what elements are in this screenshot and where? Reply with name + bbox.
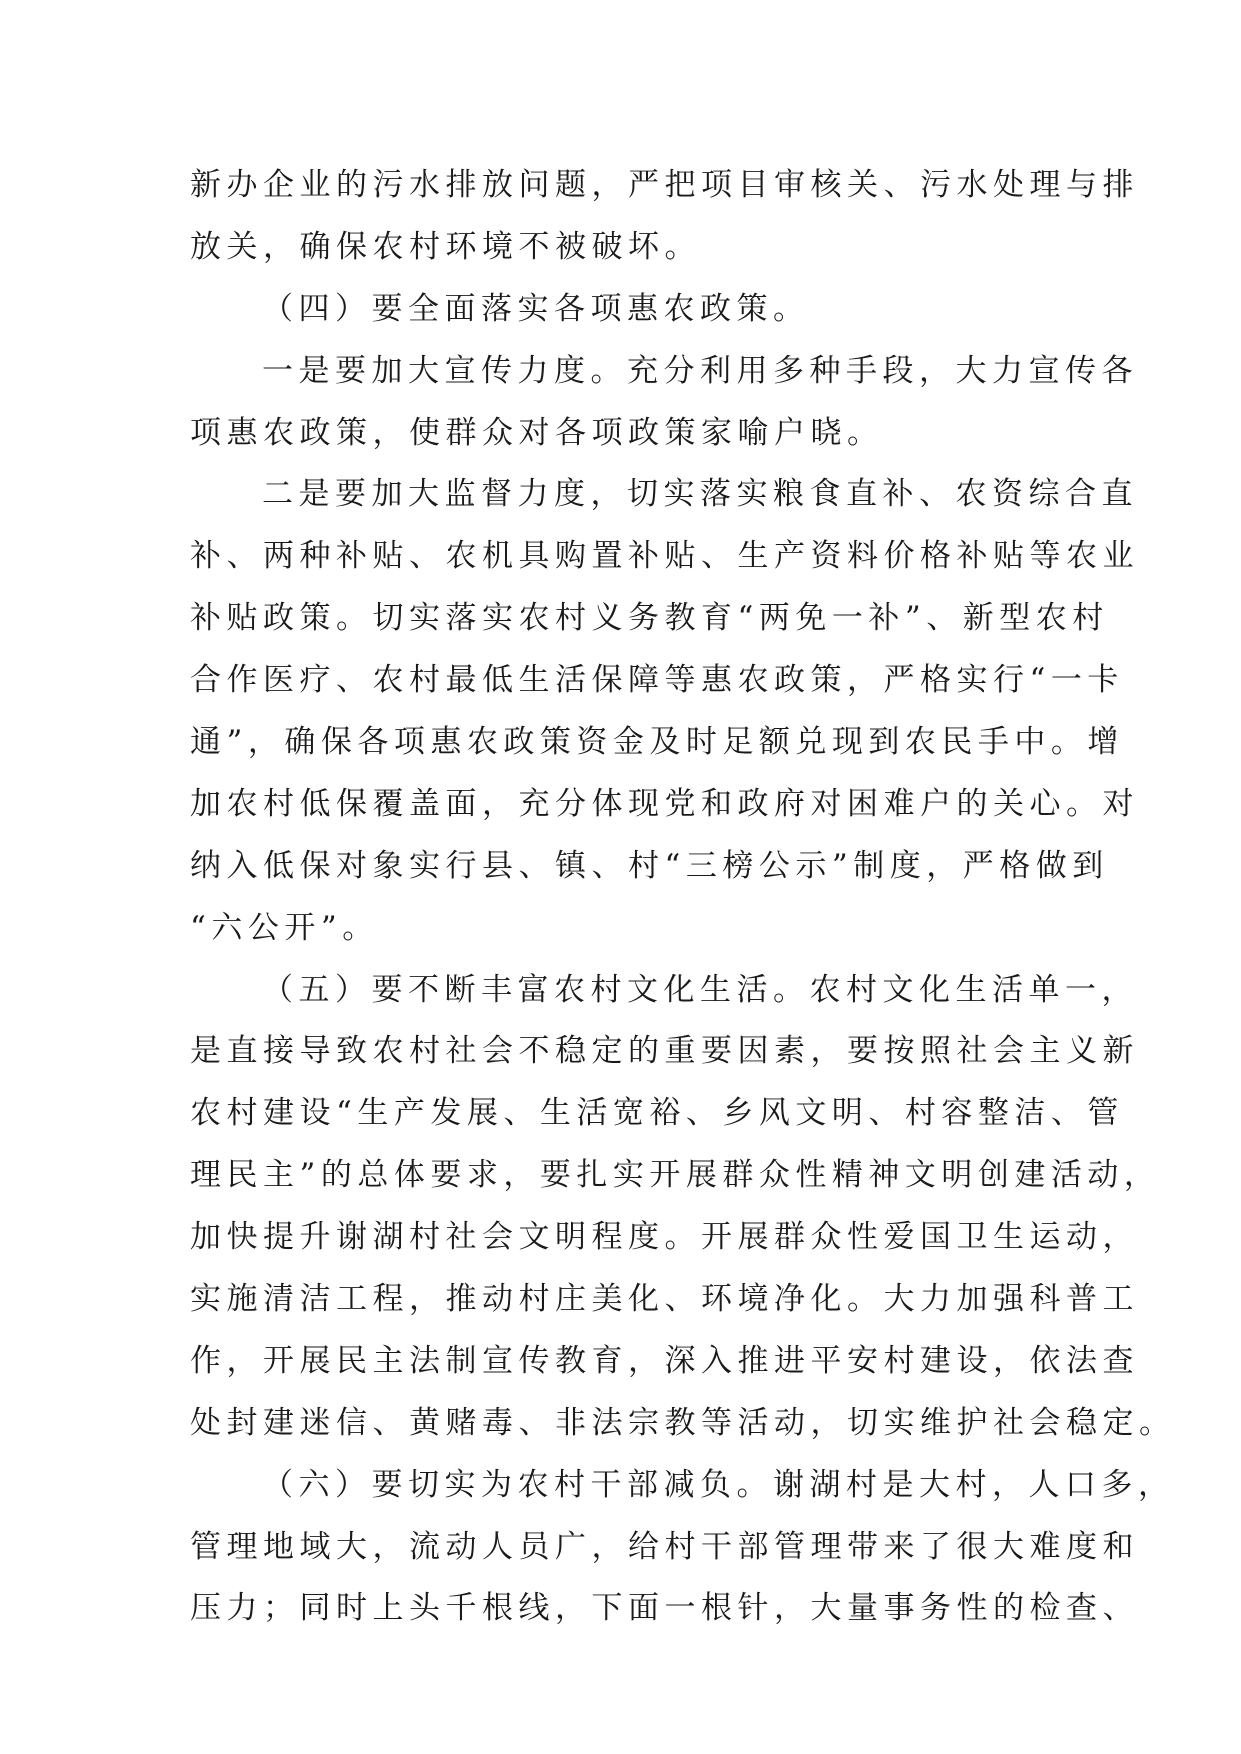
text-line: （四）要全面落实各项惠农政策。 — [262, 290, 810, 327]
text-line: 处封建迷信、黄赌毒、非法宗教等活动，切实维护社会稳定。 — [190, 1404, 1176, 1441]
text-line: 加快提升谢湖村社会文明程度。开展群众性爱国卫生运动， — [190, 1219, 1139, 1256]
text-line: 理民主”的总体要求，要扎实开展群众性精神文明创建活动， — [190, 1157, 1161, 1194]
text-line: 作，开展民主法制宣传教育，深入推进平安村建设，依法查 — [190, 1342, 1139, 1379]
text-line: 新办企业的污水排放问题，严把项目审核关、污水处理与排 — [190, 167, 1139, 203]
text-line: 压力；同时上头千根线，下面一根针，大量事务性的检查、 — [190, 1590, 1139, 1627]
text-line: 管理地域大，流动人员广，给村干部管理带来了很大难度和 — [190, 1528, 1139, 1565]
text-line: 实施清洁工程，推动村庄美化、环境净化。大力加强科普工 — [190, 1281, 1139, 1318]
text-line: 纳入低保对象实行县、镇、村“三榜公示”制度，严格做到 — [190, 847, 1109, 884]
text-line: 放关，确保农村环境不被破坏。 — [190, 228, 701, 265]
text-line: 二是要加大监督力度，切实落实粮食直补、农资综合直 — [262, 476, 1138, 513]
text-line: 加农村低保覆盖面，充分体现党和政府对困难户的关心。对 — [190, 785, 1139, 822]
text-line: 一是要加大宣传力度。充分利用多种手段，大力宣传各 — [262, 352, 1138, 389]
text-line: 合作医疗、农村最低生活保障等惠农政策，严格实行“一卡 — [190, 662, 1124, 699]
text-line: “六公开”。 — [190, 909, 379, 946]
text-line: 补贴政策。切实落实农村义务教育“两免一补”、新型农村 — [190, 600, 1109, 637]
text-line: 是直接导致农村社会不稳定的重要因素，要按照社会主义新 — [190, 1033, 1139, 1070]
text-line: 通”，确保各项惠农政策资金及时足额兑现到农民手中。增 — [190, 724, 1124, 761]
text-line: 农村建设“生产发展、生活宽裕、乡风文明、村容整洁、管 — [190, 1095, 1124, 1132]
text-line: 项惠农政策，使群众对各项政策家喻户晓。 — [190, 414, 884, 451]
text-line: （五）要不断丰富农村文化生活。农村文化生活单一， — [262, 971, 1138, 1008]
body-text — [190, 155, 1176, 1640]
text-line: （六）要切实为农村干部减负。谢湖村是大村，人口多， — [262, 1466, 1175, 1503]
text-line: 补、两种补贴、农机具购置补贴、生产资料价格补贴等农业 — [190, 538, 1139, 575]
